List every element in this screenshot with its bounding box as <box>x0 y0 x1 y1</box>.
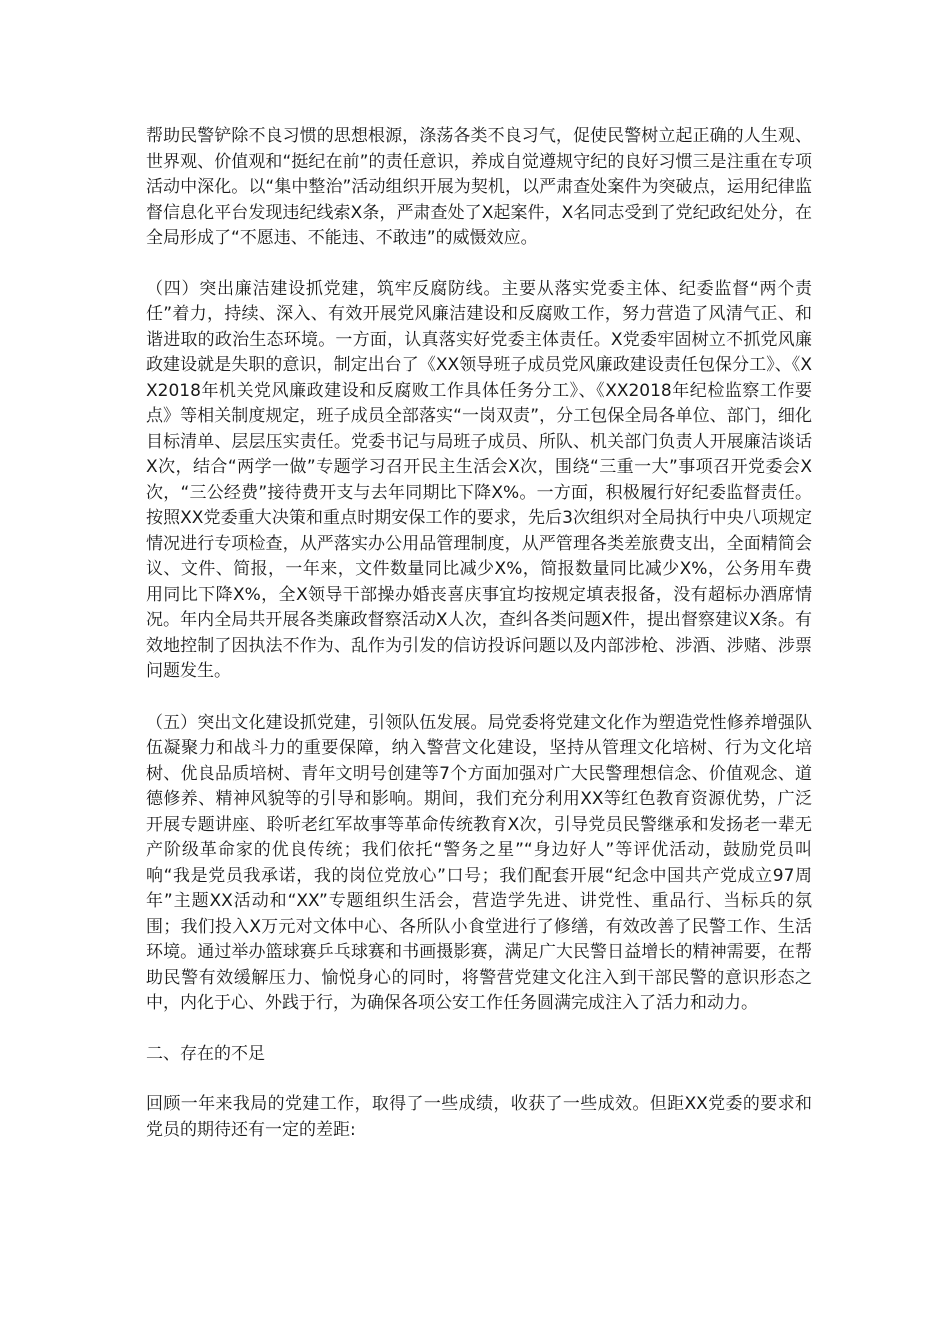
paragraph-discipline-effect: 帮助民警铲除不良习惯的思想根源，涤荡各类不良习气，促使民警树立起正确的人生观、世界观、价值观和“挺纪在前”的责任意识，养成自觉遵规守纪的良好习惯三是注重在专项活动中深化。以“集中整治”活动组织开展为契机，以严肃查处案件为突破点，运用纪律监督信息化平台发现违纪线索X条，严肃查处了X起案件，X名同志受到了党纪政纪处分，在全局形成了“不愿违、不能违、不敢违”的威慑效应。 <box>146 126 812 248</box>
section-heading-shortcomings: 二、存在的不足 <box>146 1043 265 1064</box>
paragraph-culture-building: （五）突出文化建设抓党建，引领队伍发展。局党委将党建文化作为塑造党性修养增强队伍凝聚力和战斗力的重要保障，纳入警营文化建设，坚持从管理文化培树、行为文化培树、优良品质培树、青年文明号创建等7个方面加强对广大民警理想信念、价值观念、道德修养、精神风貌等的引导和影响。期间，我们充分利用XX等红色教育资源优势，广泛开展专题讲座、聆听老红军故事等革命传统教育X次，引导党员民警继承和发扬老一辈无产阶级革命家的优良传统；我们依托“警务之星”“身边好人”等评优活动，鼓励党员叫响“我是党员我承诺，我的岗位党放心”口号；我们配套开展“纪念中国共产党成立97周年”主题XX活动和“XX”专题组织生活会，营造学先进、讲党性、重品行、当标兵的氛围；我们投入X万元对文体中心、各所队小食堂进行了修缮，有效改善了民警工作、生活环境。通过举办篮球赛乒乓球赛和书画摄影赛，满足广大民警日益增长的精神需要，在帮助民警有效缓解压力、愉悦身心的同时，将警营党建文化注入到干部民警的意识形态之中，内化于心、外践于行，为确保各项公安工作任务圆满完成注入了活力和动力。 <box>146 712 812 1013</box>
paragraph-review: 回顾一年来我局的党建工作，取得了一些成绩，收获了一些成效。但距XX党委的要求和党员的期待还有一定的差距: <box>146 1094 812 1140</box>
paragraph-integrity-building: （四）突出廉洁建设抓党建，筑牢反腐防线。主要从落实党委主体、纪委监督“两个责任”着力，持续、深入、有效开展党风廉洁建设和反腐败工作，努力营造了风清气正、和谐进取的政治生态环境。一方面，认真落实好党委主体责任。X党委牢固树立不抓党风廉政建设就是失职的意识，制定出台了《XX领导班子成员党风廉政建设责任包保分工》、《XX2018年机关党风廉政建设和反腐败工作具体任务分工》、《XX2018年纪检监察工作要点》等相关制度规定，班子成员全部落实“一岗双责”，分工包保全局各单位、部门，细化目标清单、层层压实责任。党委书记与局班子成员、所队、机关部门负责人开展廉洁谈话X次，结合“两学一做”专题学习召开民主生活会X次，围绕“三重一大”事项召开党委会X次，“三公经费”接待费开支与去年同期比下降X%。一方面，积极履行好纪委监督责任。按照XX党委重大决策和重点时期安保工作的要求，先后3次组织对全局执行中央八项规定情况进行专项检查，从严落实办公用品管理制度，从严管理各类差旅费支出，全面精简会议、文件、简报，一年来，文件数量同比减少X%，简报数量同比减少X%，公务用车费用同比下降X%，全X领导干部操办婚丧喜庆事宜均按规定填表报备，没有超标办酒席情况。年内全局共开展各类廉政督察活动X人次，查纠各类问题X件，提出督察建议X条。有效地控制了因执法不作为、乱作为引发的信访投诉问题以及内部涉枪、涉酒、涉赌、涉票问题发生。 <box>146 278 812 681</box>
document-body <box>146 124 812 1143</box>
